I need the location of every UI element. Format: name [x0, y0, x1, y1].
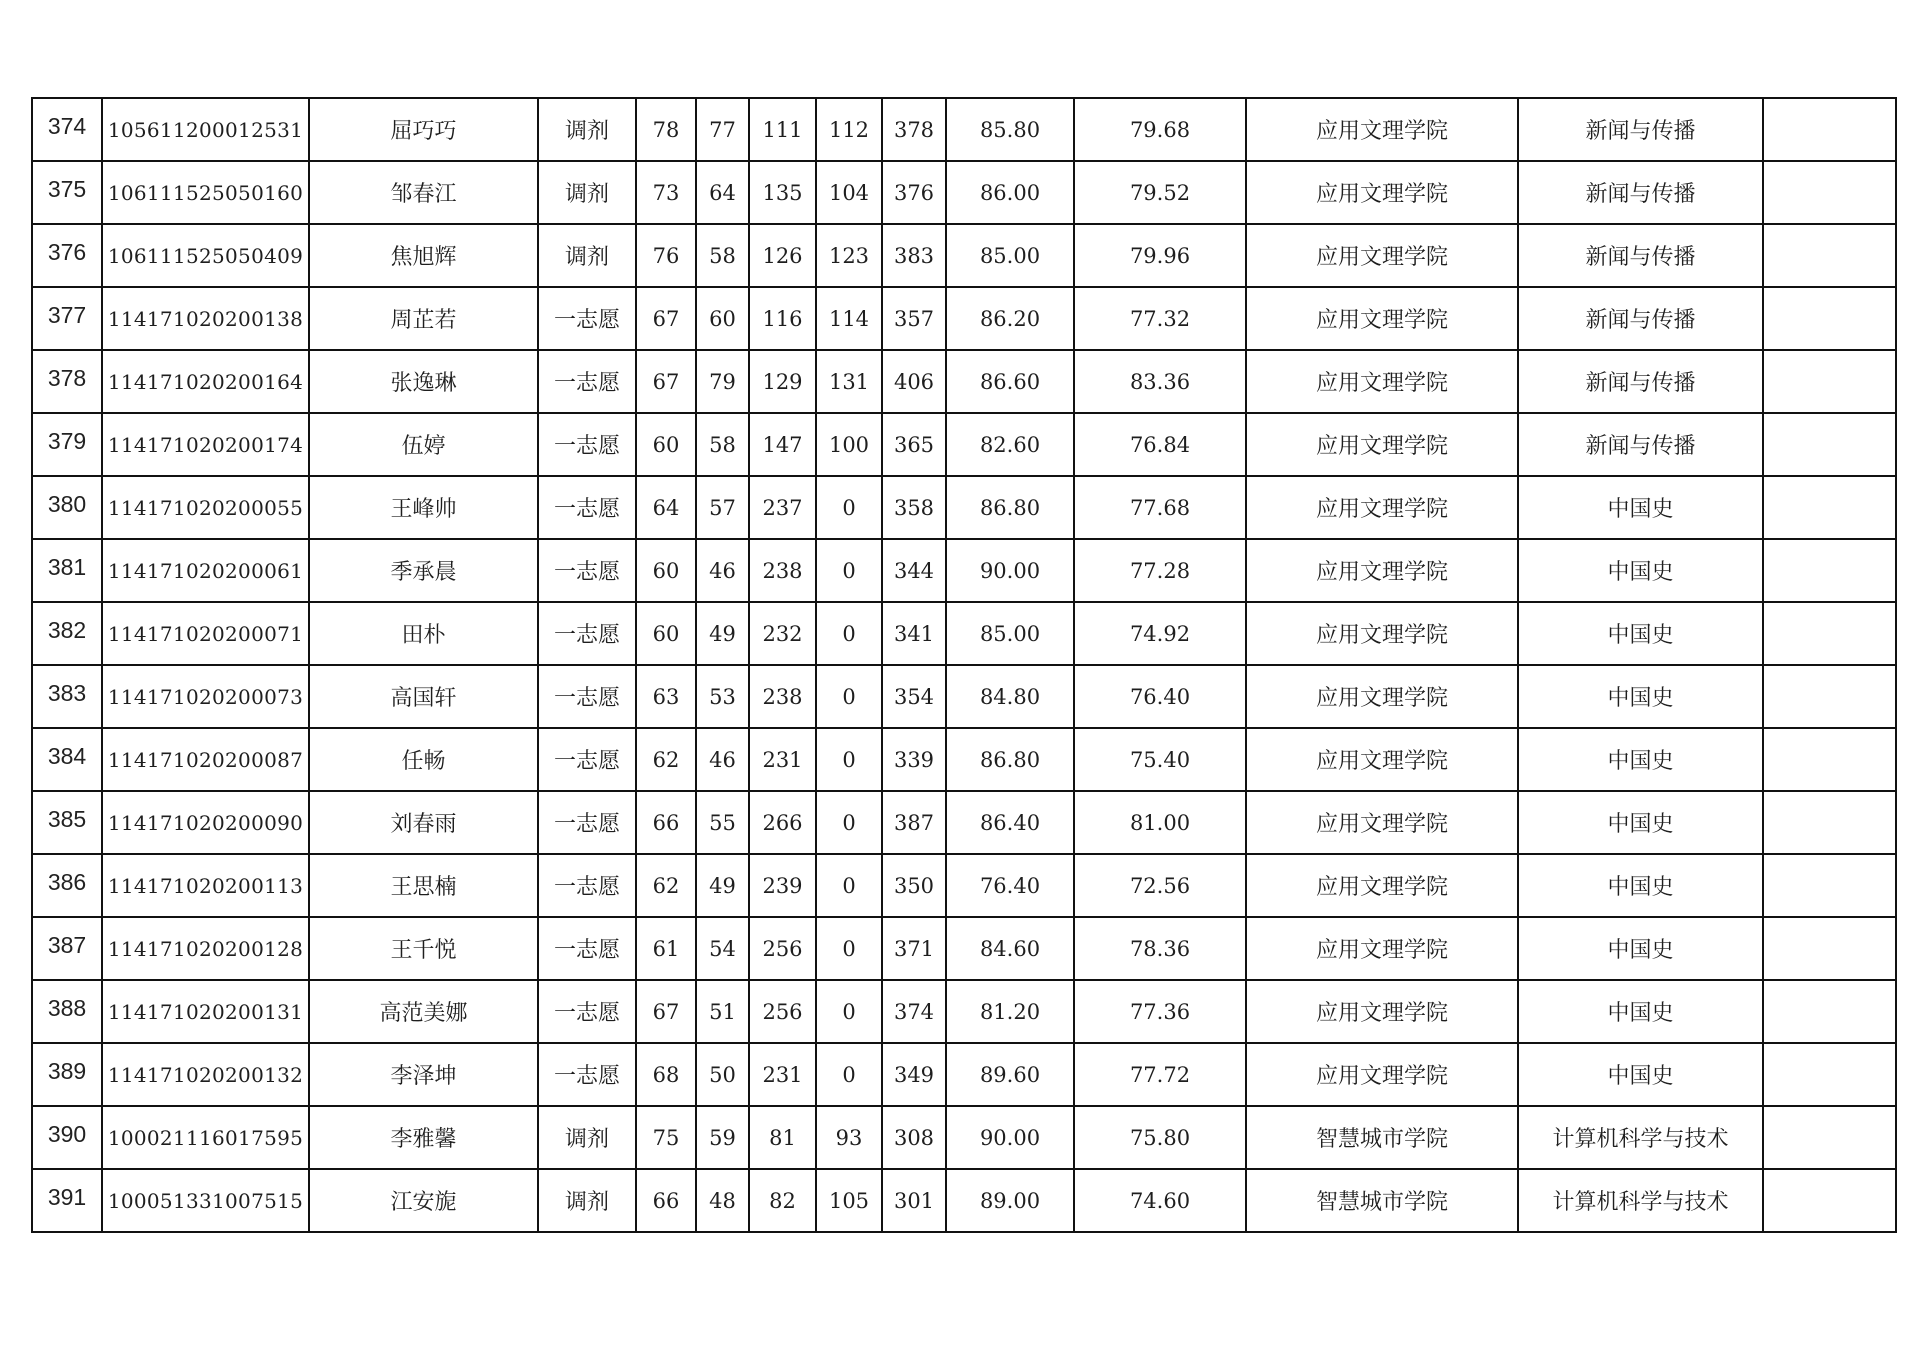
- score-3-cell: 81: [749, 1106, 816, 1169]
- note-cell: [1763, 917, 1896, 980]
- total-score-cell: 308: [882, 1106, 946, 1169]
- score-3-cell: 231: [749, 1043, 816, 1106]
- note-cell: [1763, 1169, 1896, 1232]
- row-number-cell: 379: [32, 413, 102, 476]
- school-cell: 应用文理学院: [1246, 350, 1518, 413]
- score-2-cell: 59: [696, 1106, 749, 1169]
- score-2-cell: 53: [696, 665, 749, 728]
- row-number-cell: 391: [32, 1169, 102, 1232]
- score-2-cell: 51: [696, 980, 749, 1043]
- score-1-cell: 68: [636, 1043, 696, 1106]
- table-row: [32, 287, 1896, 350]
- total-score-cell: 357: [882, 287, 946, 350]
- total-score-cell: 376: [882, 161, 946, 224]
- score-2-cell: 58: [696, 413, 749, 476]
- major-cell: 计算机科学与技术: [1518, 1106, 1763, 1169]
- interview-score-cell: 84.80: [946, 665, 1074, 728]
- school-cell: 智慧城市学院: [1246, 1106, 1518, 1169]
- score-4-cell: 0: [816, 539, 882, 602]
- student-name-cell: 邹春江: [309, 161, 538, 224]
- admission-type-cell: 调剂: [538, 1169, 636, 1232]
- school-cell: 智慧城市学院: [1246, 1169, 1518, 1232]
- score-3-cell: 266: [749, 791, 816, 854]
- score-4-cell: 112: [816, 98, 882, 161]
- interview-score-cell: 86.40: [946, 791, 1074, 854]
- score-3-cell: 237: [749, 476, 816, 539]
- score-4-cell: 0: [816, 602, 882, 665]
- row-number-cell: 382: [32, 602, 102, 665]
- score-4-cell: 0: [816, 728, 882, 791]
- major-cell: 计算机科学与技术: [1518, 1169, 1763, 1232]
- total-score-cell: 378: [882, 98, 946, 161]
- score-3-cell: 116: [749, 287, 816, 350]
- total-score-cell: 371: [882, 917, 946, 980]
- score-3-cell: 238: [749, 665, 816, 728]
- admission-type-cell: 一志愿: [538, 602, 636, 665]
- table-row: [32, 413, 1896, 476]
- row-number-cell: 388: [32, 980, 102, 1043]
- score-2-cell: 46: [696, 539, 749, 602]
- final-score-cell: 77.68: [1074, 476, 1246, 539]
- major-cell: 中国史: [1518, 791, 1763, 854]
- score-2-cell: 64: [696, 161, 749, 224]
- score-1-cell: 67: [636, 350, 696, 413]
- total-score-cell: 341: [882, 602, 946, 665]
- score-1-cell: 67: [636, 287, 696, 350]
- total-score-cell: 383: [882, 224, 946, 287]
- final-score-cell: 81.00: [1074, 791, 1246, 854]
- score-1-cell: 73: [636, 161, 696, 224]
- total-score-cell: 406: [882, 350, 946, 413]
- row-number-cell: 389: [32, 1043, 102, 1106]
- table-body: [32, 98, 1896, 1232]
- score-2-cell: 58: [696, 224, 749, 287]
- score-1-cell: 75: [636, 1106, 696, 1169]
- interview-score-cell: 86.80: [946, 476, 1074, 539]
- exam-id-cell: 105611200012531: [102, 98, 309, 161]
- interview-score-cell: 86.00: [946, 161, 1074, 224]
- exam-id-cell: 114171020200087: [102, 728, 309, 791]
- table-row: [32, 350, 1896, 413]
- score-2-cell: 57: [696, 476, 749, 539]
- admission-type-cell: 调剂: [538, 98, 636, 161]
- note-cell: [1763, 287, 1896, 350]
- row-number-cell: 383: [32, 665, 102, 728]
- score-1-cell: 66: [636, 791, 696, 854]
- note-cell: [1763, 224, 1896, 287]
- score-4-cell: 131: [816, 350, 882, 413]
- admission-type-cell: 一志愿: [538, 539, 636, 602]
- interview-score-cell: 85.00: [946, 602, 1074, 665]
- major-cell: 中国史: [1518, 980, 1763, 1043]
- score-2-cell: 79: [696, 350, 749, 413]
- score-2-cell: 50: [696, 1043, 749, 1106]
- table-row: [32, 476, 1896, 539]
- exam-id-cell: 114171020200090: [102, 791, 309, 854]
- interview-score-cell: 84.60: [946, 917, 1074, 980]
- score-4-cell: 0: [816, 917, 882, 980]
- final-score-cell: 79.96: [1074, 224, 1246, 287]
- admission-type-cell: 一志愿: [538, 476, 636, 539]
- interview-score-cell: 76.40: [946, 854, 1074, 917]
- final-score-cell: 77.32: [1074, 287, 1246, 350]
- score-4-cell: 114: [816, 287, 882, 350]
- exam-id-cell: 114171020200138: [102, 287, 309, 350]
- major-cell: 中国史: [1518, 728, 1763, 791]
- interview-score-cell: 90.00: [946, 1106, 1074, 1169]
- school-cell: 应用文理学院: [1246, 413, 1518, 476]
- admission-type-cell: 一志愿: [538, 728, 636, 791]
- score-4-cell: 100: [816, 413, 882, 476]
- final-score-cell: 75.40: [1074, 728, 1246, 791]
- table-row: [32, 728, 1896, 791]
- row-number-cell: 387: [32, 917, 102, 980]
- student-name-cell: 焦旭辉: [309, 224, 538, 287]
- major-cell: 中国史: [1518, 854, 1763, 917]
- score-4-cell: 104: [816, 161, 882, 224]
- school-cell: 应用文理学院: [1246, 1043, 1518, 1106]
- score-3-cell: 256: [749, 980, 816, 1043]
- admission-type-cell: 一志愿: [538, 287, 636, 350]
- score-1-cell: 64: [636, 476, 696, 539]
- school-cell: 应用文理学院: [1246, 287, 1518, 350]
- note-cell: [1763, 1106, 1896, 1169]
- student-name-cell: 刘春雨: [309, 791, 538, 854]
- interview-score-cell: 90.00: [946, 539, 1074, 602]
- note-cell: [1763, 854, 1896, 917]
- table-row: [32, 980, 1896, 1043]
- note-cell: [1763, 1043, 1896, 1106]
- school-cell: 应用文理学院: [1246, 98, 1518, 161]
- score-1-cell: 60: [636, 602, 696, 665]
- score-4-cell: 0: [816, 476, 882, 539]
- major-cell: 中国史: [1518, 665, 1763, 728]
- total-score-cell: 387: [882, 791, 946, 854]
- final-score-cell: 75.80: [1074, 1106, 1246, 1169]
- interview-score-cell: 85.00: [946, 224, 1074, 287]
- score-2-cell: 46: [696, 728, 749, 791]
- interview-score-cell: 82.60: [946, 413, 1074, 476]
- table-row: [32, 161, 1896, 224]
- score-1-cell: 60: [636, 539, 696, 602]
- final-score-cell: 77.72: [1074, 1043, 1246, 1106]
- admission-type-cell: 一志愿: [538, 854, 636, 917]
- table-row: [32, 602, 1896, 665]
- student-name-cell: 张逸琳: [309, 350, 538, 413]
- score-4-cell: 0: [816, 1043, 882, 1106]
- score-3-cell: 82: [749, 1169, 816, 1232]
- interview-score-cell: 86.20: [946, 287, 1074, 350]
- exam-id-cell: 114171020200073: [102, 665, 309, 728]
- score-3-cell: 232: [749, 602, 816, 665]
- note-cell: [1763, 161, 1896, 224]
- row-number-cell: 375: [32, 161, 102, 224]
- final-score-cell: 79.68: [1074, 98, 1246, 161]
- student-name-cell: 季承晨: [309, 539, 538, 602]
- score-3-cell: 135: [749, 161, 816, 224]
- major-cell: 中国史: [1518, 539, 1763, 602]
- score-1-cell: 62: [636, 728, 696, 791]
- student-name-cell: 江安旎: [309, 1169, 538, 1232]
- major-cell: 新闻与传播: [1518, 350, 1763, 413]
- row-number-cell: 390: [32, 1106, 102, 1169]
- major-cell: 新闻与传播: [1518, 98, 1763, 161]
- student-name-cell: 高国轩: [309, 665, 538, 728]
- exam-id-cell: 114171020200061: [102, 539, 309, 602]
- score-1-cell: 61: [636, 917, 696, 980]
- row-number-cell: 386: [32, 854, 102, 917]
- score-3-cell: 256: [749, 917, 816, 980]
- admission-type-cell: 一志愿: [538, 350, 636, 413]
- admission-type-cell: 一志愿: [538, 917, 636, 980]
- school-cell: 应用文理学院: [1246, 665, 1518, 728]
- final-score-cell: 76.40: [1074, 665, 1246, 728]
- exam-id-cell: 100051331007515: [102, 1169, 309, 1232]
- major-cell: 中国史: [1518, 917, 1763, 980]
- note-cell: [1763, 980, 1896, 1043]
- table-row: [32, 854, 1896, 917]
- score-1-cell: 67: [636, 980, 696, 1043]
- exam-id-cell: 114171020200131: [102, 980, 309, 1043]
- school-cell: 应用文理学院: [1246, 980, 1518, 1043]
- major-cell: 中国史: [1518, 476, 1763, 539]
- score-2-cell: 49: [696, 602, 749, 665]
- note-cell: [1763, 791, 1896, 854]
- score-1-cell: 63: [636, 665, 696, 728]
- score-3-cell: 111: [749, 98, 816, 161]
- interview-score-cell: 86.80: [946, 728, 1074, 791]
- admission-type-cell: 一志愿: [538, 413, 636, 476]
- school-cell: 应用文理学院: [1246, 917, 1518, 980]
- note-cell: [1763, 539, 1896, 602]
- total-score-cell: 339: [882, 728, 946, 791]
- school-cell: 应用文理学院: [1246, 161, 1518, 224]
- final-score-cell: 76.84: [1074, 413, 1246, 476]
- interview-score-cell: 89.60: [946, 1043, 1074, 1106]
- score-4-cell: 123: [816, 224, 882, 287]
- score-4-cell: 0: [816, 665, 882, 728]
- final-score-cell: 79.52: [1074, 161, 1246, 224]
- table-row: [32, 1106, 1896, 1169]
- score-4-cell: 0: [816, 854, 882, 917]
- exam-id-cell: 114171020200071: [102, 602, 309, 665]
- interview-score-cell: 89.00: [946, 1169, 1074, 1232]
- interview-score-cell: 86.60: [946, 350, 1074, 413]
- school-cell: 应用文理学院: [1246, 539, 1518, 602]
- row-number-cell: 376: [32, 224, 102, 287]
- admission-type-cell: 一志愿: [538, 665, 636, 728]
- score-3-cell: 238: [749, 539, 816, 602]
- score-4-cell: 93: [816, 1106, 882, 1169]
- score-1-cell: 66: [636, 1169, 696, 1232]
- score-3-cell: 126: [749, 224, 816, 287]
- student-name-cell: 屈巧巧: [309, 98, 538, 161]
- student-name-cell: 周芷若: [309, 287, 538, 350]
- final-score-cell: 77.28: [1074, 539, 1246, 602]
- table-row: [32, 1169, 1896, 1232]
- row-number-cell: 384: [32, 728, 102, 791]
- score-2-cell: 60: [696, 287, 749, 350]
- total-score-cell: 350: [882, 854, 946, 917]
- final-score-cell: 78.36: [1074, 917, 1246, 980]
- admission-type-cell: 一志愿: [538, 1043, 636, 1106]
- school-cell: 应用文理学院: [1246, 728, 1518, 791]
- exam-id-cell: 114171020200128: [102, 917, 309, 980]
- note-cell: [1763, 413, 1896, 476]
- exam-id-cell: 100021116017595: [102, 1106, 309, 1169]
- total-score-cell: 374: [882, 980, 946, 1043]
- admission-type-cell: 调剂: [538, 161, 636, 224]
- note-cell: [1763, 350, 1896, 413]
- student-name-cell: 伍婷: [309, 413, 538, 476]
- major-cell: 新闻与传播: [1518, 224, 1763, 287]
- score-2-cell: 77: [696, 98, 749, 161]
- total-score-cell: 349: [882, 1043, 946, 1106]
- school-cell: 应用文理学院: [1246, 224, 1518, 287]
- note-cell: [1763, 98, 1896, 161]
- student-name-cell: 王峰帅: [309, 476, 538, 539]
- score-4-cell: 0: [816, 791, 882, 854]
- score-1-cell: 62: [636, 854, 696, 917]
- exam-id-cell: 114171020200164: [102, 350, 309, 413]
- row-number-cell: 374: [32, 98, 102, 161]
- row-number-cell: 377: [32, 287, 102, 350]
- interview-score-cell: 85.80: [946, 98, 1074, 161]
- school-cell: 应用文理学院: [1246, 791, 1518, 854]
- table-row: [32, 539, 1896, 602]
- final-score-cell: 74.60: [1074, 1169, 1246, 1232]
- score-2-cell: 49: [696, 854, 749, 917]
- major-cell: 新闻与传播: [1518, 413, 1763, 476]
- final-score-cell: 83.36: [1074, 350, 1246, 413]
- table-row: [32, 917, 1896, 980]
- student-name-cell: 高范美娜: [309, 980, 538, 1043]
- student-name-cell: 李雅馨: [309, 1106, 538, 1169]
- major-cell: 新闻与传播: [1518, 287, 1763, 350]
- table-row: [32, 98, 1896, 161]
- row-number-cell: 381: [32, 539, 102, 602]
- interview-score-cell: 81.20: [946, 980, 1074, 1043]
- score-2-cell: 55: [696, 791, 749, 854]
- final-score-cell: 77.36: [1074, 980, 1246, 1043]
- total-score-cell: 358: [882, 476, 946, 539]
- row-number-cell: 380: [32, 476, 102, 539]
- score-3-cell: 239: [749, 854, 816, 917]
- score-2-cell: 54: [696, 917, 749, 980]
- final-score-cell: 72.56: [1074, 854, 1246, 917]
- table-row: [32, 665, 1896, 728]
- student-name-cell: 任畅: [309, 728, 538, 791]
- admission-type-cell: 一志愿: [538, 980, 636, 1043]
- score-1-cell: 78: [636, 98, 696, 161]
- table-row: [32, 224, 1896, 287]
- score-1-cell: 76: [636, 224, 696, 287]
- score-3-cell: 231: [749, 728, 816, 791]
- exam-id-cell: 114171020200113: [102, 854, 309, 917]
- note-cell: [1763, 728, 1896, 791]
- student-name-cell: 王思楠: [309, 854, 538, 917]
- table-row: [32, 1043, 1896, 1106]
- school-cell: 应用文理学院: [1246, 476, 1518, 539]
- score-1-cell: 60: [636, 413, 696, 476]
- note-cell: [1763, 665, 1896, 728]
- school-cell: 应用文理学院: [1246, 602, 1518, 665]
- total-score-cell: 365: [882, 413, 946, 476]
- exam-id-cell: 114171020200132: [102, 1043, 309, 1106]
- total-score-cell: 301: [882, 1169, 946, 1232]
- row-number-cell: 378: [32, 350, 102, 413]
- student-name-cell: 王千悦: [309, 917, 538, 980]
- score-3-cell: 129: [749, 350, 816, 413]
- exam-id-cell: 114171020200055: [102, 476, 309, 539]
- school-cell: 应用文理学院: [1246, 854, 1518, 917]
- score-2-cell: 48: [696, 1169, 749, 1232]
- table-row: [32, 791, 1896, 854]
- total-score-cell: 344: [882, 539, 946, 602]
- admission-type-cell: 调剂: [538, 224, 636, 287]
- exam-id-cell: 114171020200174: [102, 413, 309, 476]
- score-4-cell: 0: [816, 980, 882, 1043]
- admission-type-cell: 一志愿: [538, 791, 636, 854]
- score-3-cell: 147: [749, 413, 816, 476]
- note-cell: [1763, 476, 1896, 539]
- exam-id-cell: 106111525050409: [102, 224, 309, 287]
- major-cell: 中国史: [1518, 1043, 1763, 1106]
- major-cell: 中国史: [1518, 602, 1763, 665]
- admission-type-cell: 调剂: [538, 1106, 636, 1169]
- total-score-cell: 354: [882, 665, 946, 728]
- student-name-cell: 田朴: [309, 602, 538, 665]
- note-cell: [1763, 602, 1896, 665]
- exam-id-cell: 106111525050160: [102, 161, 309, 224]
- student-name-cell: 李泽坤: [309, 1043, 538, 1106]
- score-4-cell: 105: [816, 1169, 882, 1232]
- major-cell: 新闻与传播: [1518, 161, 1763, 224]
- final-score-cell: 74.92: [1074, 602, 1246, 665]
- row-number-cell: 385: [32, 791, 102, 854]
- admission-score-table: [31, 97, 1897, 1233]
